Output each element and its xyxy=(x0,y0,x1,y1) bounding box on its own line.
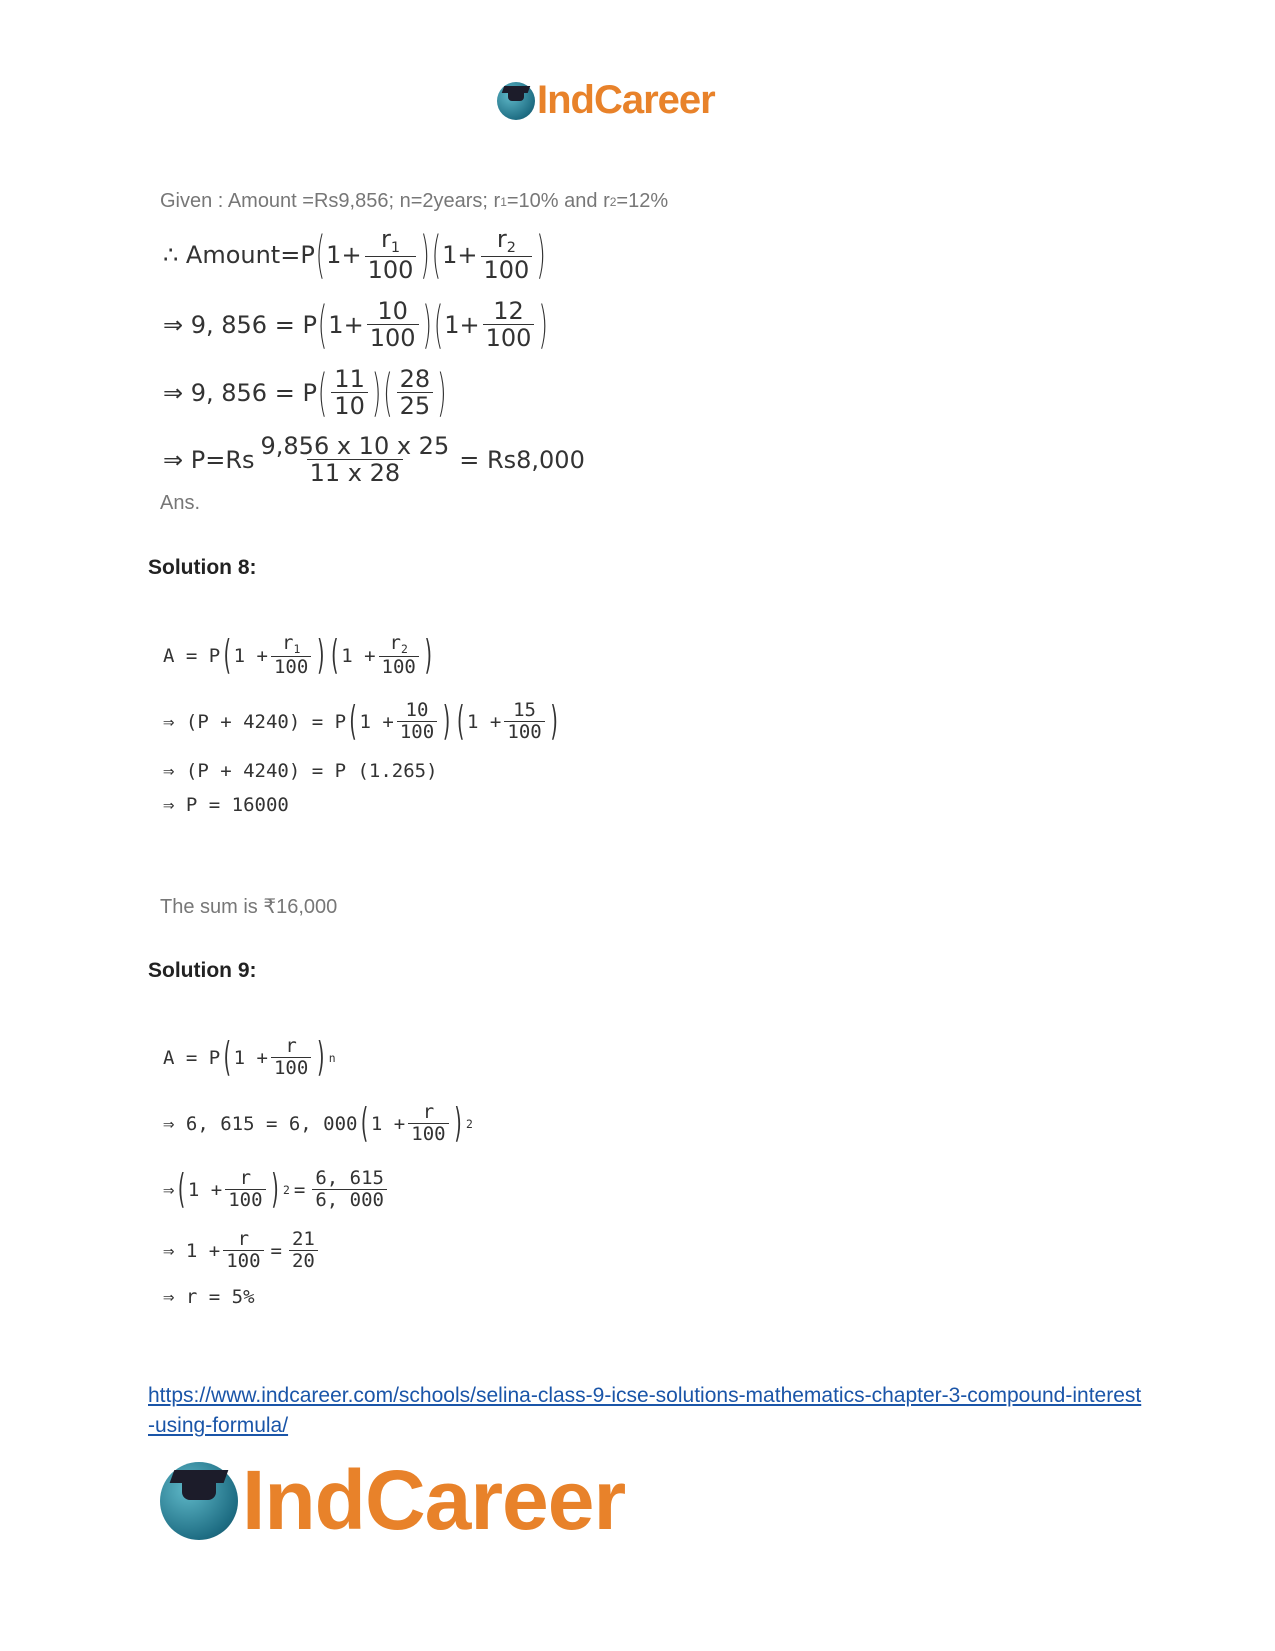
footer-logo xyxy=(160,1452,625,1549)
equation-line: A = P ( 1 + $\frac{r_1}{100}$ ) ( 1 + $\frac{r_2}{100}$ ) xyxy=(163,632,435,680)
equation-line: ∴ Amount=P ( 1+ $\frac{r_1}{100}$ ) ( 1+ $\frac{r_2}{100}$ ) xyxy=(163,224,546,285)
equation-line: ⇒ 9, 856 = P ( $\frac{11}{10}$ ) ( $\frac{28}{25}$ ) xyxy=(163,363,447,423)
equation-line: ⇒ 9, 856 = P ( 1+ $\frac{10}{100}$ ) ( 1+ $\frac{12}{100}$ ) xyxy=(163,295,548,355)
globe-icon xyxy=(497,82,535,120)
solution-8-heading: Solution 8: xyxy=(148,556,257,579)
solution-9-heading: Solution 9: xyxy=(148,959,257,982)
equation-line: ⇒ P=Rs $\frac{9,856 x 10 x 25}{11 x 28}$ = Rs8,000 xyxy=(163,431,585,487)
equation-line: ⇒ ( 1 + $\frac{r}{100}$ ) 2 = $\frac{6, 615}{6, 000}$ xyxy=(163,1162,390,1218)
equation-line: ⇒ (P + 4240) = P ( 1 + $\frac{10}{100}$ ) ( 1 + $\frac{15}{100}$ ) xyxy=(163,698,561,746)
given-line: Given : Amount =Rs9,856; n=2years; r 1 =10% and r 2 =12% xyxy=(160,190,669,212)
equation-line: ⇒ (P + 4240) = P (1.265) xyxy=(163,760,438,782)
equation-line: A = P ( 1 + $\frac{r}{100}$ ) n xyxy=(163,1034,336,1082)
globe-icon xyxy=(160,1462,238,1540)
sum-statement: The sum is ₹16,000 xyxy=(160,896,338,918)
source-link[interactable]: https://www.indcareer.com/schools/selina-class-9-icse-solutions-mathematics-chapter-3-compound-interest-using-formula/ xyxy=(148,1384,1142,1437)
equation-line: ⇒ 6, 615 = 6, 000 ( 1 + $\frac{r}{100}$ ) 2 xyxy=(163,1100,473,1148)
equation-line: ⇒ P = 16000 xyxy=(163,794,289,816)
header-logo xyxy=(497,78,715,123)
equation-line: ⇒ 1 + $\frac{r}{100}$ = $\frac{21}{20}$ xyxy=(163,1226,321,1276)
equation-line: ⇒ r = 5% xyxy=(163,1286,255,1308)
logo-text: IndCareer xyxy=(242,1453,626,1547)
logo-text: IndCareer xyxy=(537,78,715,122)
answer-label: Ans. xyxy=(160,492,201,514)
